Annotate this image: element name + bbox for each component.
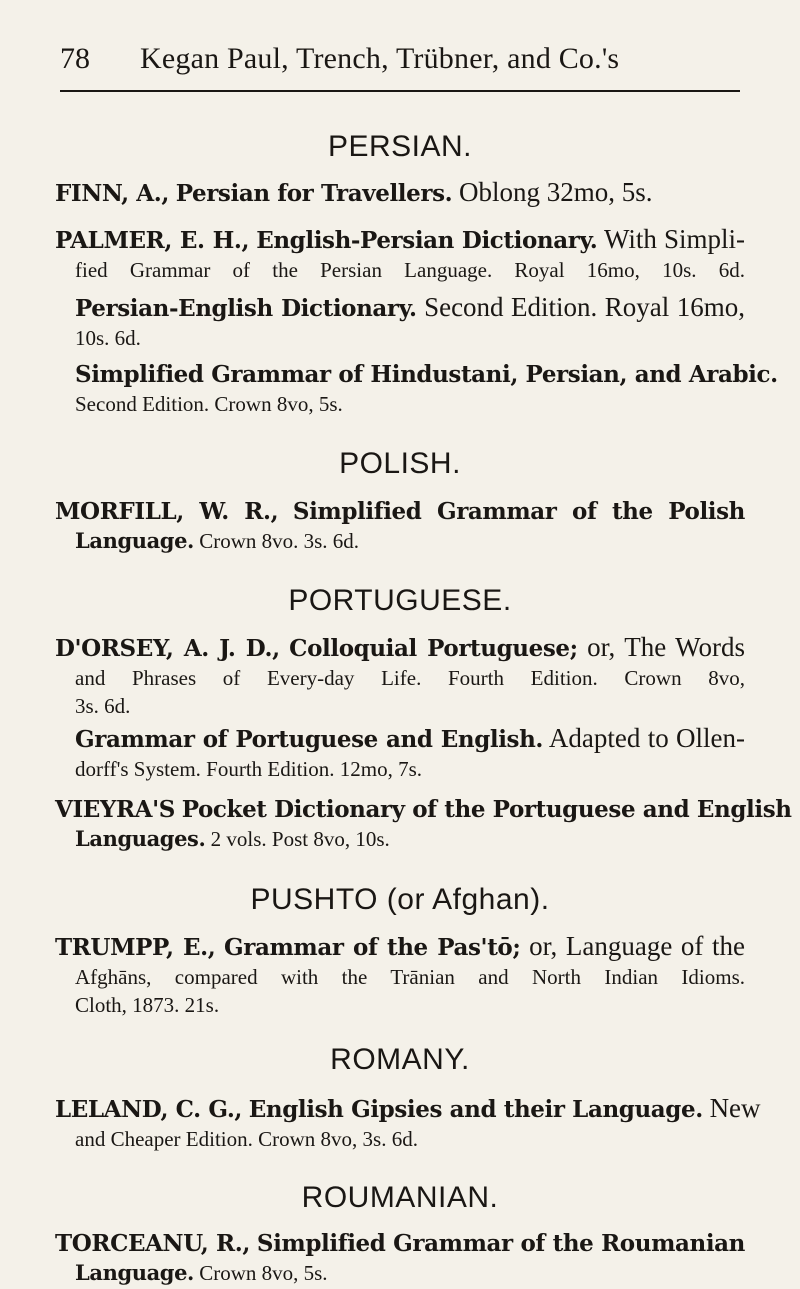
- entry-continuation: 10s. 6d.: [75, 326, 141, 350]
- book-title: Simplified Grammar of Hindustani, Persian, and Arabic.: [75, 361, 778, 388]
- book-title: English-Persian Dictionary.: [256, 227, 598, 254]
- book-title: Persian-English Dictionary.: [75, 295, 417, 322]
- section-heading-polish: POLISH.: [339, 447, 461, 480]
- book-details: Oblong 32mo, 5s.: [459, 177, 653, 207]
- entry-line: [75, 357, 778, 390]
- book-details: With Simpli-: [604, 224, 746, 254]
- author-name: VIEYRA'S: [55, 796, 175, 823]
- book-title-continuation: Languages.: [75, 826, 206, 851]
- author-name: PALMER, E. H.,: [55, 227, 250, 254]
- entry-line: [75, 722, 745, 755]
- book-title-continuation: Language.: [75, 528, 194, 553]
- entry-simplified-grammar-hindustani: [75, 357, 778, 418]
- entry-line: [55, 631, 745, 664]
- book-title: Simplified Grammar of the Roumanian: [256, 1230, 745, 1257]
- entry-continuation: and Cheaper Edition. Crown 8vo, 3s. 6d.: [75, 1127, 418, 1151]
- book-details: New: [709, 1093, 761, 1123]
- author-name: TRUMPP, E.,: [55, 934, 216, 961]
- entry-dorsey-colloquial: [55, 631, 745, 720]
- entry-continuation: [55, 1259, 745, 1287]
- entry-continuation: [55, 825, 745, 853]
- book-title: Simplified Grammar of the Polish: [292, 498, 745, 525]
- entry-trumpp: [55, 930, 745, 1019]
- section-heading-portuguese: PORTUGUESE.: [288, 584, 512, 617]
- book-details: or, The Words: [587, 632, 745, 662]
- section-heading-pushto: PUSHTO (or Afghan).: [250, 883, 550, 916]
- section-heading-roumanian: ROUMANIAN.: [301, 1181, 499, 1214]
- author-name: LELAND, C. G.,: [55, 1096, 243, 1123]
- page-number: 78: [60, 42, 90, 75]
- entry-line: [55, 1226, 745, 1259]
- book-details: Second Edition. Royal 16mo,: [424, 292, 745, 322]
- entry-line: [55, 930, 745, 963]
- page-header: [60, 40, 740, 92]
- entry-leland: [55, 1092, 761, 1153]
- book-title-continuation: Language.: [75, 1260, 194, 1285]
- entry-continuation: 3s. 6d.: [75, 694, 131, 718]
- book-details: Adapted to Ollen-: [548, 723, 745, 753]
- author-name: FINN, A.,: [55, 180, 169, 207]
- entry-line: [55, 494, 745, 527]
- book-details: Crown 8vo, 5s.: [199, 1261, 328, 1285]
- running-title: Kegan Paul, Trench, Trübner, and Co.'s: [140, 42, 620, 75]
- book-details: or, Language of the: [529, 931, 746, 961]
- entry-continuation: fied Grammar of the Persian Language. Royal 16mo, 10s. 6d.: [75, 258, 745, 282]
- book-details: 2 vols. Post 8vo, 10s.: [210, 827, 390, 851]
- entry-vieyra: [55, 792, 792, 853]
- entry-line: [75, 291, 745, 324]
- entry-line: [55, 223, 745, 256]
- book-title: Grammar of Portuguese and English.: [75, 726, 544, 753]
- entry-palmer-english-persian: [55, 223, 745, 284]
- entry-finn: [55, 176, 745, 209]
- book-title: English Gipsies and their Language.: [248, 1096, 703, 1123]
- entry-continuation: and Phrases of Every-day Life. Fourth Edition. Crown 8vo,: [75, 666, 745, 690]
- entry-continuation: Second Edition. Crown 8vo, 5s.: [75, 392, 343, 416]
- section-heading-persian: PERSIAN.: [327, 130, 473, 163]
- entry-line: [55, 792, 792, 825]
- author-name: TORCEANU, R.,: [55, 1230, 250, 1257]
- author-name: D'ORSEY, A. J. D.,: [55, 635, 280, 662]
- entry-line: [55, 176, 745, 209]
- entry-morfill: [55, 494, 745, 555]
- entry-persian-english: [75, 291, 745, 352]
- book-title: Persian for Travellers.: [175, 180, 453, 207]
- book-title: Pocket Dictionary of the Portuguese and English: [181, 796, 792, 823]
- author-name: MORFILL, W. R.,: [55, 498, 279, 525]
- book-details: Crown 8vo. 3s. 6d.: [199, 529, 360, 553]
- entry-continuation: [55, 527, 745, 555]
- entry-continuation: Afghāns, compared with the Trānian and North Indian Idioms.: [75, 965, 745, 989]
- entry-line: [55, 1092, 761, 1125]
- section-heading-romany: ROMANY.: [330, 1043, 470, 1076]
- book-title: Colloquial Portuguese;: [289, 635, 578, 662]
- entry-continuation: dorff's System. Fourth Edition. 12mo, 7s.: [75, 757, 422, 781]
- book-title: Grammar of the Pas'tō;: [224, 934, 521, 961]
- entry-grammar-portuguese-english: [75, 722, 745, 783]
- entry-torceanu: [55, 1226, 745, 1287]
- entry-continuation: Cloth, 1873. 21s.: [75, 993, 220, 1017]
